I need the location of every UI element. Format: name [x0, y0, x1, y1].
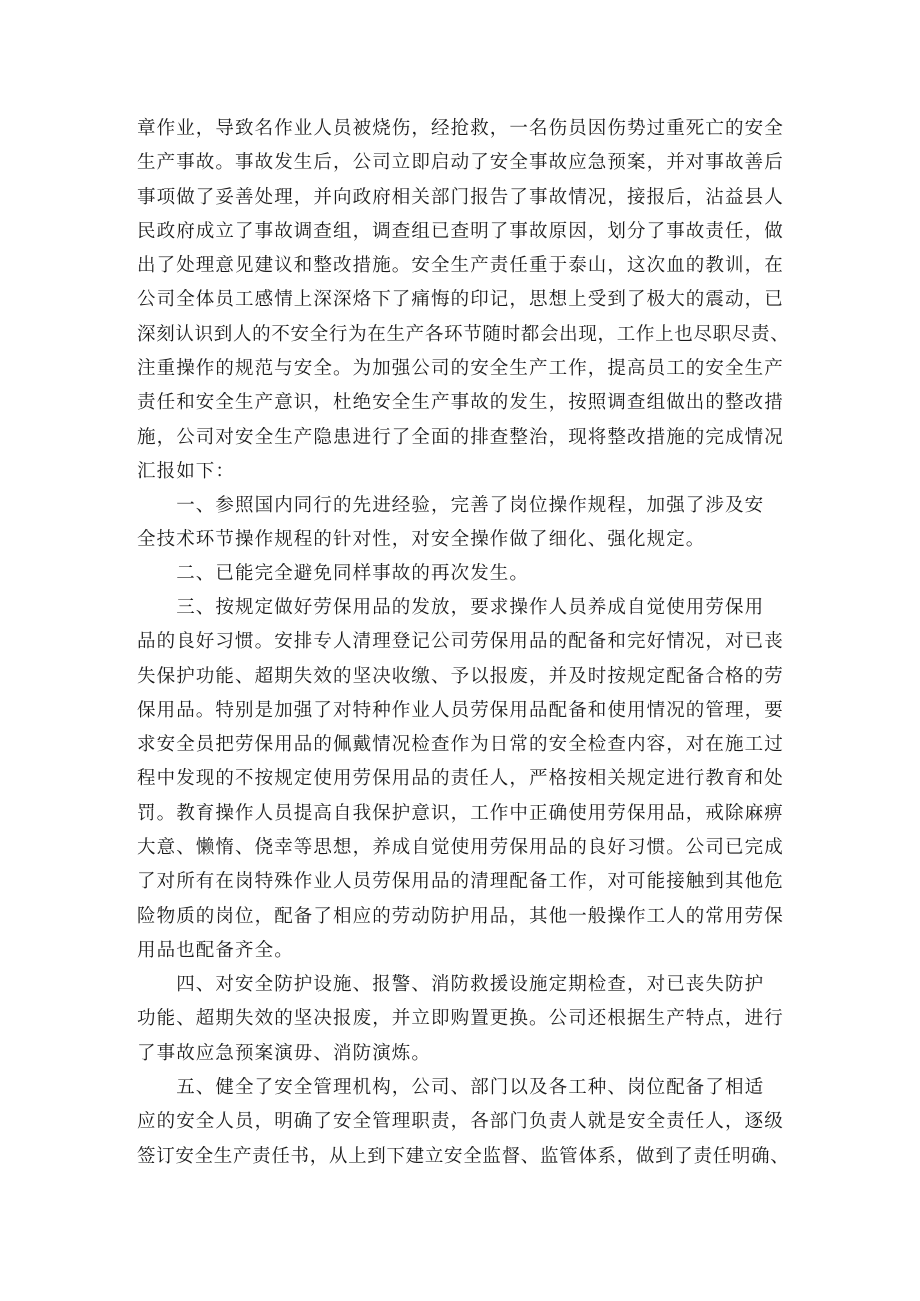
text-line: 深刻认识到人的不安全行为在生产各环节随时都会出现，工作上也尽职尽责、	[137, 323, 790, 345]
text-line: 三、按规定做好劳保用品的发放，要求操作人员养成自觉使用劳保用	[137, 597, 765, 618]
text-line: 五、健全了安全管理机构，公司、部门以及各工种、岗位配备了相适	[137, 1077, 765, 1098]
text-line: 求安全员把劳保用品的佩戴情况检查作为日常的安全检查内容，对在施工过	[137, 734, 784, 756]
text-line: 应的安全人员，明确了安全管理职责，各部门负责人就是安全责任人，逐级	[137, 1111, 784, 1133]
text-line: 章作业，导致名作业人员被烧伤，经抢救，一名伤员因伤势过重死亡的安全	[137, 118, 784, 139]
text-line: 民政府成立了事故调查组，调查组已查明了事故原因，划分了事故责任，做	[137, 220, 784, 242]
paragraph-item-4	[137, 968, 787, 1071]
paragraph-intro	[137, 112, 790, 489]
text-line: 了对所有在岗特殊作业人员劳保用品的清理配备工作，对可能接触到其他危	[137, 871, 784, 893]
text-line: 用品也配备齐全。	[137, 939, 294, 961]
text-line: 汇报如下：	[137, 460, 236, 482]
text-line: 公司全体员工感情上深深烙下了痛悔的印记，思想上受到了极大的震动，已	[137, 289, 784, 311]
text-line: 施，公司对安全生产隐患进行了全面的排查整治，现将整改措施的完成情况	[137, 426, 784, 448]
text-line: 罚。教育操作人员提高自我保护意识，工作中正确使用劳保用品，戒除麻痹	[137, 802, 784, 824]
text-line: 事项做了妥善处理，并向政府相关部门报告了事故情况，接报后，沾益县人	[137, 186, 784, 208]
paragraph-item-2	[137, 557, 787, 591]
text-line: 签订安全生产责任书，从上到下建立安全监督、监管体系，做到了责任明确、	[137, 1145, 790, 1167]
paragraph-item-3	[137, 591, 787, 968]
text-line: 失保护功能、超期失效的坚决收缴、予以报废，并及时按规定配备合格的劳	[137, 665, 784, 687]
text-line: 注重操作的规范与安全。为加强公司的安全生产工作，提高员工的安全生产	[137, 358, 784, 380]
paragraph-item-5	[137, 1071, 790, 1174]
text-line: 程中发现的不按规定使用劳保用品的责任人，严格按相关规定进行教育和处	[137, 768, 784, 790]
text-line: 大意、懒惰、侥幸等思想，养成自觉使用劳保用品的良好习惯。公司已完成	[137, 837, 784, 859]
text-line: 二、已能完全避免同样事故的再次发生。	[137, 563, 530, 584]
text-line: 品的良好习惯。安排专人清理登记公司劳保用品的配备和完好情况，对已丧	[137, 631, 784, 653]
text-line: 了事故应急预案演毋、消防演炼。	[137, 1042, 432, 1064]
text-line: 一、参照国内同行的先进经验，完善了岗位操作规程，加强了涉及安	[137, 495, 765, 516]
text-line: 保用品。特别是加强了对特种作业人员劳保用品配备和使用情况的管理，要	[137, 699, 784, 721]
text-line: 四、对安全防护设施、报警、消防救援设施定期检查，对已丧失防护	[137, 974, 765, 995]
text-line: 出了处理意见建议和整改措施。安全生产责任重于泰山，这次血的教训，在	[137, 255, 784, 277]
text-line: 功能、超期失效的坚决报废，并立即购置更换。公司还根据生产特点，进行	[137, 1008, 784, 1030]
paragraph-item-1	[137, 489, 787, 558]
text-line: 责任和安全生产意识，杜绝安全生产事故的发生，按照调查组做出的整改措	[137, 392, 784, 414]
text-line: 险物质的岗位，配备了相应的劳动防护用品，其他一般操作工人的常用劳保	[137, 905, 784, 927]
text-line: 生产事故。事故发生后，公司立即启动了安全事故应急预案，并对事故善后	[137, 152, 784, 174]
text-line: 全技术环节操作规程的针对性，对安全操作做了细化、强化规定。	[137, 529, 706, 551]
